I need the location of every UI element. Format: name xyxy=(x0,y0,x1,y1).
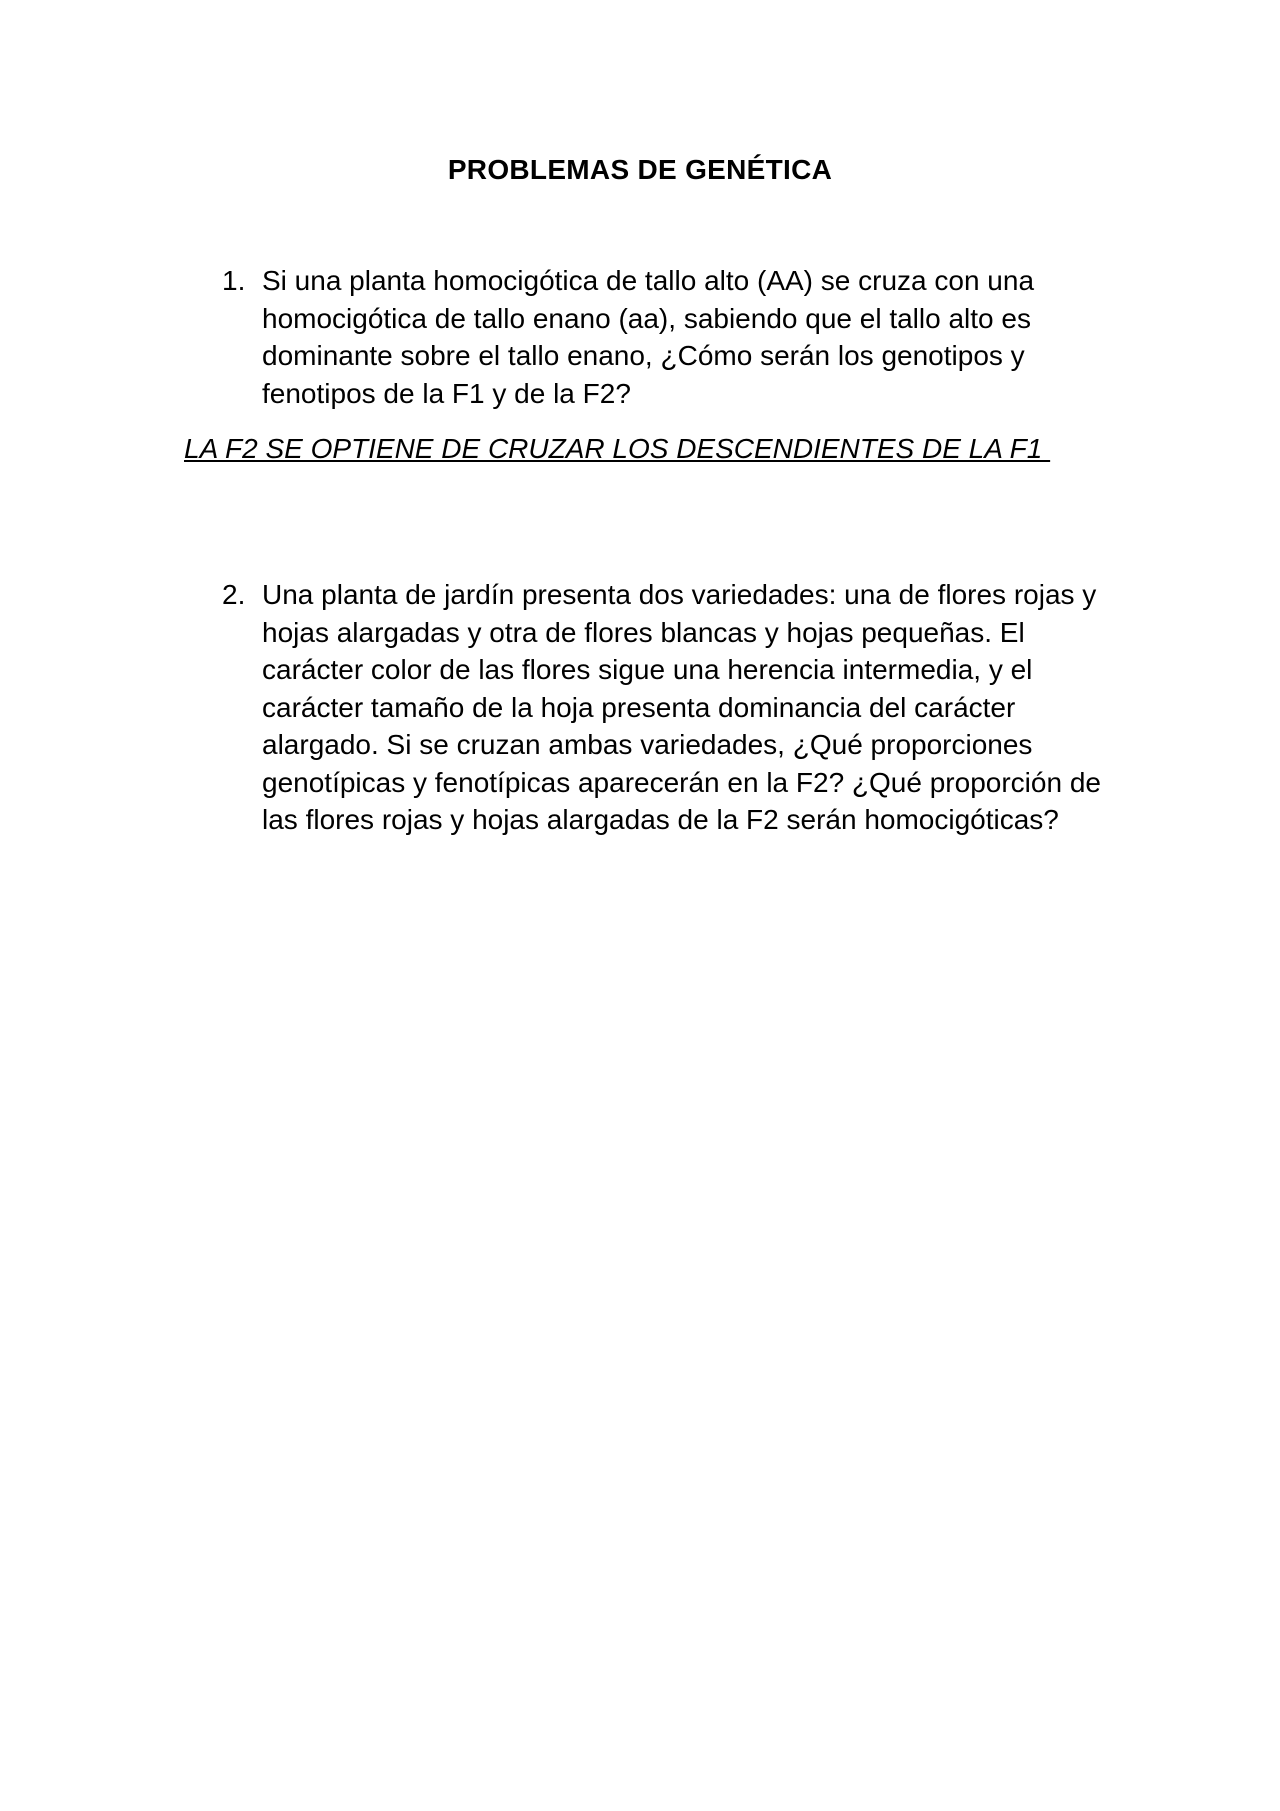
problem-text: Una planta de jardín presenta dos variedades: una de flores rojas y hojas alargadas y otra de flores blancas y hojas pequeñas. El carácter color de las flores sigue una herencia intermedia, y el carácter tamaño de la hoja presenta dominancia del carácter alargado. Si se cruzan ambas variedades, ¿Qué proporciones genotípicas y fenotípicas aparecerán en la F2? ¿Qué proporción de las flores rojas y hojas alargadas de la F2 serán homocigóticas? xyxy=(262,579,1101,835)
answer-note: LA F2 SE OPTIENE DE CRUZAR LOS DESCENDIENTES DE LA F1 xyxy=(184,433,1051,464)
document-title: PROBLEMAS DE GENÉTICA xyxy=(447,154,833,185)
problem-2 xyxy=(222,576,1102,839)
problem-1 xyxy=(222,262,1102,412)
problem-number: 2. xyxy=(222,579,246,610)
problem-number: 1. xyxy=(222,265,246,296)
problem-text: Si una planta homocigótica de tallo alto (AA) se cruza con una homocigótica de tallo enano (aa), sabiendo que el tallo alto es dominante sobre el tallo enano, ¿Cómo serán los genotipos y fenotipos de la F1 y de la F2? xyxy=(262,265,1035,409)
